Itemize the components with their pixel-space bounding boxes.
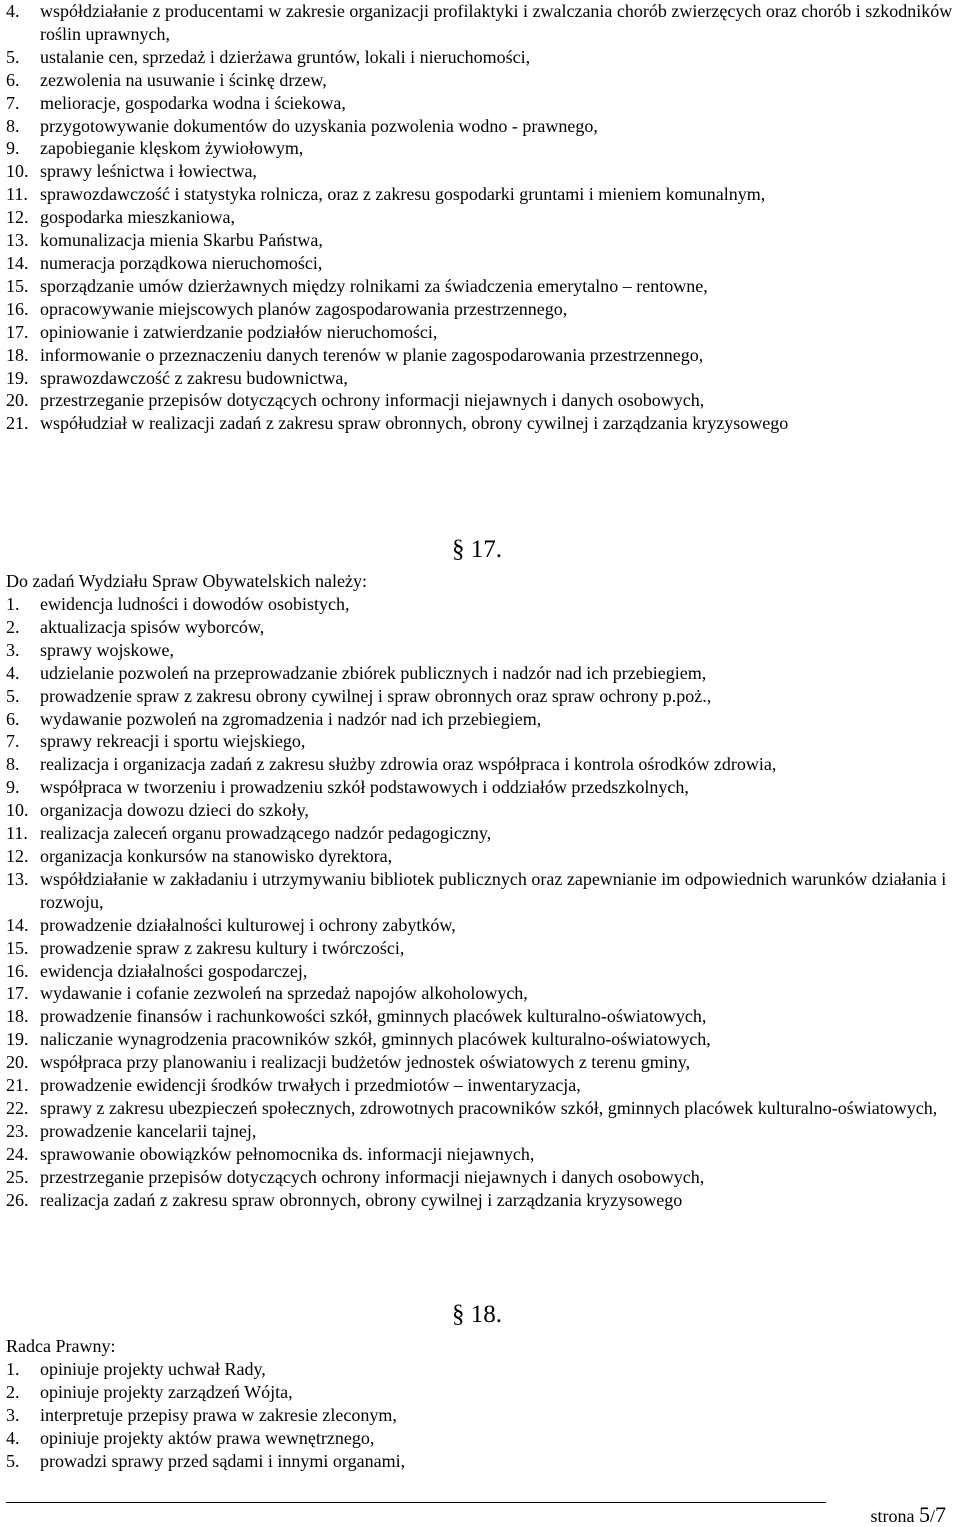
list-item-text: zezwolenia na usuwanie i ścinkę drzew, bbox=[40, 69, 327, 90]
list-item bbox=[6, 1120, 958, 1143]
list-item bbox=[6, 46, 958, 69]
list-item-number: 19. bbox=[6, 1029, 29, 1050]
list-item-number: 16. bbox=[6, 298, 29, 319]
list-item-number: 3. bbox=[6, 639, 20, 660]
list-item-text: opiniuje projekty uchwał Rady, bbox=[40, 1359, 266, 1379]
list-item bbox=[6, 639, 958, 662]
list-item-text: opiniuje projekty aktów prawa wewnętrznego, bbox=[40, 1427, 375, 1448]
list-item-number: 6. bbox=[6, 708, 20, 729]
list-item-text: organizacja konkursów na stanowisko dyrektora, bbox=[40, 845, 393, 866]
list-item-text: sprawozdawczość z zakresu budownictwa, bbox=[40, 367, 348, 388]
list-item-text: sprawy leśnictwa i łowiectwa, bbox=[40, 161, 257, 182]
list-item bbox=[6, 616, 958, 639]
list-item bbox=[6, 914, 958, 937]
list-item bbox=[6, 1028, 958, 1051]
list-item-text: prowadzenie kancelarii tajnej, bbox=[40, 1120, 257, 1141]
list-item-number: 17. bbox=[6, 983, 29, 1004]
list-item bbox=[6, 275, 958, 298]
list-item bbox=[6, 822, 958, 845]
section-16-tail bbox=[6, 0, 958, 435]
list-item-number: 21. bbox=[6, 413, 29, 434]
list-item-number: 5. bbox=[6, 1450, 20, 1471]
list-item bbox=[6, 412, 958, 435]
list-item-number: 4. bbox=[6, 662, 20, 683]
list-item-text: współdziałanie z producentami w zakresie organizacji profilaktyki i zwalczania chorób zwierzęcych oraz chorób i szkodników roślin uprawnych, bbox=[40, 1, 953, 44]
list-item-number: 14. bbox=[6, 914, 29, 935]
list-item bbox=[6, 960, 958, 983]
list-item-number: 22. bbox=[6, 1097, 29, 1118]
list-item-number: 5. bbox=[6, 685, 20, 706]
list-item-text: naliczanie wynagrodzenia pracowników szkół, gminnych placówek kulturalno-oświatowych, bbox=[40, 1029, 711, 1050]
list-item bbox=[6, 69, 958, 92]
list-item bbox=[6, 593, 958, 616]
list-item-text: aktualizacja spisów wyborców, bbox=[40, 616, 265, 637]
list-item-text: numeracja porządkowa nieruchomości, bbox=[40, 252, 323, 273]
list-item-text: opiniowanie i zatwierdzanie podziałów nieruchomości, bbox=[40, 321, 438, 342]
list-item bbox=[6, 662, 958, 685]
list-item-number: 9. bbox=[6, 138, 20, 159]
list-item-number: 14. bbox=[6, 252, 29, 273]
list-item-text: wydawanie pozwoleń na zgromadzenia i nadzór nad ich przebiegiem, bbox=[40, 708, 542, 729]
list-item-text: ewidencja ludności i dowodów osobistych, bbox=[40, 594, 350, 614]
list-item bbox=[6, 0, 958, 46]
list-item bbox=[6, 229, 958, 252]
list-item-number: 11. bbox=[6, 823, 28, 844]
list-item bbox=[6, 708, 958, 731]
list-item-number: 18. bbox=[6, 344, 29, 365]
list-item bbox=[6, 115, 958, 138]
list-item-text: prowadzenie finansów i rachunkowości szkół, gminnych placówek kulturalno-oświatowych, bbox=[40, 1006, 707, 1027]
list-item-text: udzielanie pozwoleń na przeprowadzanie zbiórek publicznych i nadzór nad ich przebiegiem, bbox=[40, 662, 707, 683]
list-item-text: sprawozdawczość i statystyka rolnicza, oraz z zakresu gospodarki gruntami i mieniem komunalnym, bbox=[40, 184, 766, 205]
list-item-number: 10. bbox=[6, 800, 29, 821]
list-item-text: współdziałanie w zakładaniu i utrzymywaniu bibliotek publicznych oraz zapewnianie im odpowiednich warunków działania i rozwoju, bbox=[40, 868, 947, 912]
list-item-number: 1. bbox=[6, 594, 20, 614]
list-item bbox=[6, 868, 958, 914]
section-17-heading: Do zadań Wydziału Spraw Obywatelskich należy: bbox=[6, 571, 367, 591]
list-item-text: wydawanie i cofanie zezwoleń na sprzedaż napojów alkoholowych, bbox=[40, 983, 528, 1004]
list-item-number: 3. bbox=[6, 1404, 20, 1425]
list-item-number: 13. bbox=[6, 230, 29, 251]
list-item-text: opracowywanie miejscowych planów zagospodarowania przestrzennego, bbox=[40, 298, 568, 319]
list-item bbox=[6, 1427, 958, 1450]
footer-label: strona bbox=[870, 1506, 915, 1526]
list-item-number: 2. bbox=[6, 1381, 20, 1402]
list-item bbox=[6, 1358, 958, 1381]
list-item bbox=[6, 1143, 958, 1166]
list-item-number: 17. bbox=[6, 321, 29, 342]
list-item-number: 19. bbox=[6, 367, 29, 388]
list-item bbox=[6, 321, 958, 344]
list-item-number: 5. bbox=[6, 46, 20, 67]
list-item-number: 8. bbox=[6, 115, 20, 136]
list-item bbox=[6, 160, 958, 183]
list-item-text: współpraca przy planowaniu i realizacji budżetów jednostek oświatowych z terenu gminy, bbox=[40, 1052, 691, 1073]
list-item-text: realizacja zadań z zakresu spraw obronnych, obrony cywilnej i zarządzania kryzysowego bbox=[40, 1189, 683, 1210]
page-footer bbox=[870, 1504, 946, 1527]
list-item bbox=[6, 1074, 958, 1097]
list-item-number: 24. bbox=[6, 1143, 29, 1164]
list-item bbox=[6, 367, 958, 390]
list-item-text: prowadzenie działalności kulturowej i ochrony zabytków, bbox=[40, 914, 456, 935]
list-item-text: współpraca w tworzeniu i prowadzeniu szkół podstawowych i oddziałów przedszkolnych, bbox=[40, 777, 689, 798]
list-item-text: ustalanie cen, sprzedaż i dzierżawa gruntów, lokali i nieruchomości, bbox=[40, 46, 531, 67]
list-item-text: gospodarka mieszkaniowa, bbox=[40, 207, 235, 228]
list-item-text: organizacja dowozu dzieci do szkoły, bbox=[40, 800, 309, 821]
section-17-list bbox=[6, 593, 958, 1211]
list-item-text: komunalizacja mienia Skarbu Państwa, bbox=[40, 230, 323, 251]
list-item bbox=[6, 1166, 958, 1189]
list-item bbox=[6, 937, 958, 960]
list-item-number: 23. bbox=[6, 1120, 29, 1141]
list-item-number: 7. bbox=[6, 92, 20, 113]
list-item-number: 1. bbox=[6, 1359, 20, 1379]
list-item bbox=[6, 1051, 958, 1074]
list-item-text: melioracje, gospodarka wodna i ściekowa, bbox=[40, 92, 346, 113]
list-item bbox=[6, 1404, 958, 1427]
list-item-text: przestrzeganie przepisów dotyczących ochrony informacji niejawnych i danych osobowych, bbox=[40, 1166, 705, 1187]
list-item-text: sprawy z zakresu ubezpieczeń społecznych, zdrowotnych pracowników szkół, gminnych placówek kulturalno-oświatowych, bbox=[40, 1097, 938, 1118]
list-item bbox=[6, 982, 958, 1005]
section-16-list bbox=[6, 0, 958, 435]
list-item bbox=[6, 1189, 958, 1212]
list-item-text: prowadzenie spraw z zakresu kultury i twórczości, bbox=[40, 937, 405, 958]
list-item bbox=[6, 137, 958, 160]
list-item bbox=[6, 1097, 958, 1120]
list-item-number: 11. bbox=[6, 184, 28, 205]
list-item bbox=[6, 1381, 958, 1404]
list-item-text: ewidencja działalności gospodarczej, bbox=[40, 960, 308, 981]
list-item-text: sporządzanie umów dzierżawnych między rolnikami za świadczenia emerytalno – rentowne, bbox=[40, 275, 708, 296]
list-item-number: 16. bbox=[6, 960, 29, 981]
footer-rule bbox=[6, 1502, 826, 1503]
list-item-number: 15. bbox=[6, 937, 29, 958]
footer-total-pages: 7 bbox=[935, 1502, 946, 1527]
list-item-text: prowadzenie ewidencji środków trwałych i przedmiotów – inwentaryzacja, bbox=[40, 1075, 581, 1096]
list-item-text: prowadzenie spraw z zakresu obrony cywilnej i spraw obronnych oraz spraw ochrony p.poż., bbox=[40, 685, 712, 706]
section-18-list bbox=[6, 1358, 958, 1473]
list-item bbox=[6, 845, 958, 868]
list-item-number: 9. bbox=[6, 777, 20, 798]
list-item bbox=[6, 206, 958, 229]
list-item-text: sprawy wojskowe, bbox=[40, 639, 174, 660]
footer-current-page: 5 bbox=[918, 1502, 930, 1527]
list-item-number: 25. bbox=[6, 1166, 29, 1187]
list-item-number: 15. bbox=[6, 275, 29, 296]
list-item-text: sprawowanie obowiązków pełnomocnika ds. informacji niejawnych, bbox=[40, 1143, 535, 1164]
list-item-number: 12. bbox=[6, 207, 29, 228]
list-item-text: realizacja zaleceń organu prowadzącego nadzór pedagogiczny, bbox=[40, 823, 492, 844]
list-item-number: 4. bbox=[6, 1427, 20, 1448]
list-item-number: 12. bbox=[6, 845, 29, 866]
list-item-number: 26. bbox=[6, 1189, 29, 1210]
list-item-text: przestrzeganie przepisów dotyczących ochrony informacji niejawnych i danych osobowych, bbox=[40, 390, 705, 411]
list-item bbox=[6, 389, 958, 412]
list-item-text: zapobieganie klęskom żywiołowym, bbox=[40, 138, 304, 159]
list-item-number: 8. bbox=[6, 754, 20, 775]
list-item bbox=[6, 776, 958, 799]
list-item-number: 7. bbox=[6, 731, 20, 752]
list-item-number: 6. bbox=[6, 69, 20, 90]
footer-separator: / bbox=[929, 1506, 935, 1526]
list-item-number: 4. bbox=[6, 1, 20, 21]
list-item-number: 21. bbox=[6, 1075, 29, 1096]
list-item bbox=[6, 252, 958, 275]
list-item-text: opiniuje projekty zarządzeń Wójta, bbox=[40, 1381, 293, 1402]
list-item bbox=[6, 685, 958, 708]
list-item bbox=[6, 1450, 958, 1473]
list-item-text: prowadzi sprawy przed sądami i innymi organami, bbox=[40, 1450, 406, 1471]
list-item bbox=[6, 183, 958, 206]
list-item-number: 2. bbox=[6, 616, 20, 637]
list-item bbox=[6, 1005, 958, 1028]
list-item bbox=[6, 298, 958, 321]
list-item bbox=[6, 730, 958, 753]
list-item bbox=[6, 344, 958, 367]
section-17 bbox=[6, 570, 958, 1211]
list-item-text: informowanie o przeznaczeniu danych terenów w planie zagospodarowania przestrzennego, bbox=[40, 344, 704, 365]
list-item-text: przygotowywanie dokumentów do uzyskania pozwolenia wodno - prawnego, bbox=[40, 115, 598, 136]
list-item-text: interpretuje przepisy prawa w zakresie zleconym, bbox=[40, 1404, 397, 1425]
section-17-number: § 17. bbox=[452, 536, 502, 563]
list-item-number: 18. bbox=[6, 1006, 29, 1027]
list-item-number: 13. bbox=[6, 868, 29, 889]
section-18-heading: Radca Prawny: bbox=[6, 1336, 116, 1356]
section-18-number: § 18. bbox=[452, 1301, 502, 1328]
list-item bbox=[6, 753, 958, 776]
section-18 bbox=[6, 1335, 958, 1473]
list-item-text: realizacja i organizacja zadań z zakresu służby zdrowia oraz współpraca i kontrola ośrodków zdrowia, bbox=[40, 754, 777, 775]
list-item bbox=[6, 92, 958, 115]
list-item-number: 10. bbox=[6, 161, 29, 182]
list-item bbox=[6, 799, 958, 822]
list-item-number: 20. bbox=[6, 1052, 29, 1073]
list-item-number: 20. bbox=[6, 390, 29, 411]
list-item-text: współudział w realizacji zadań z zakresu spraw obronnych, obrony cywilnej i zarządzania kryzysowego bbox=[40, 413, 789, 434]
list-item-text: sprawy rekreacji i sportu wiejskiego, bbox=[40, 731, 306, 752]
